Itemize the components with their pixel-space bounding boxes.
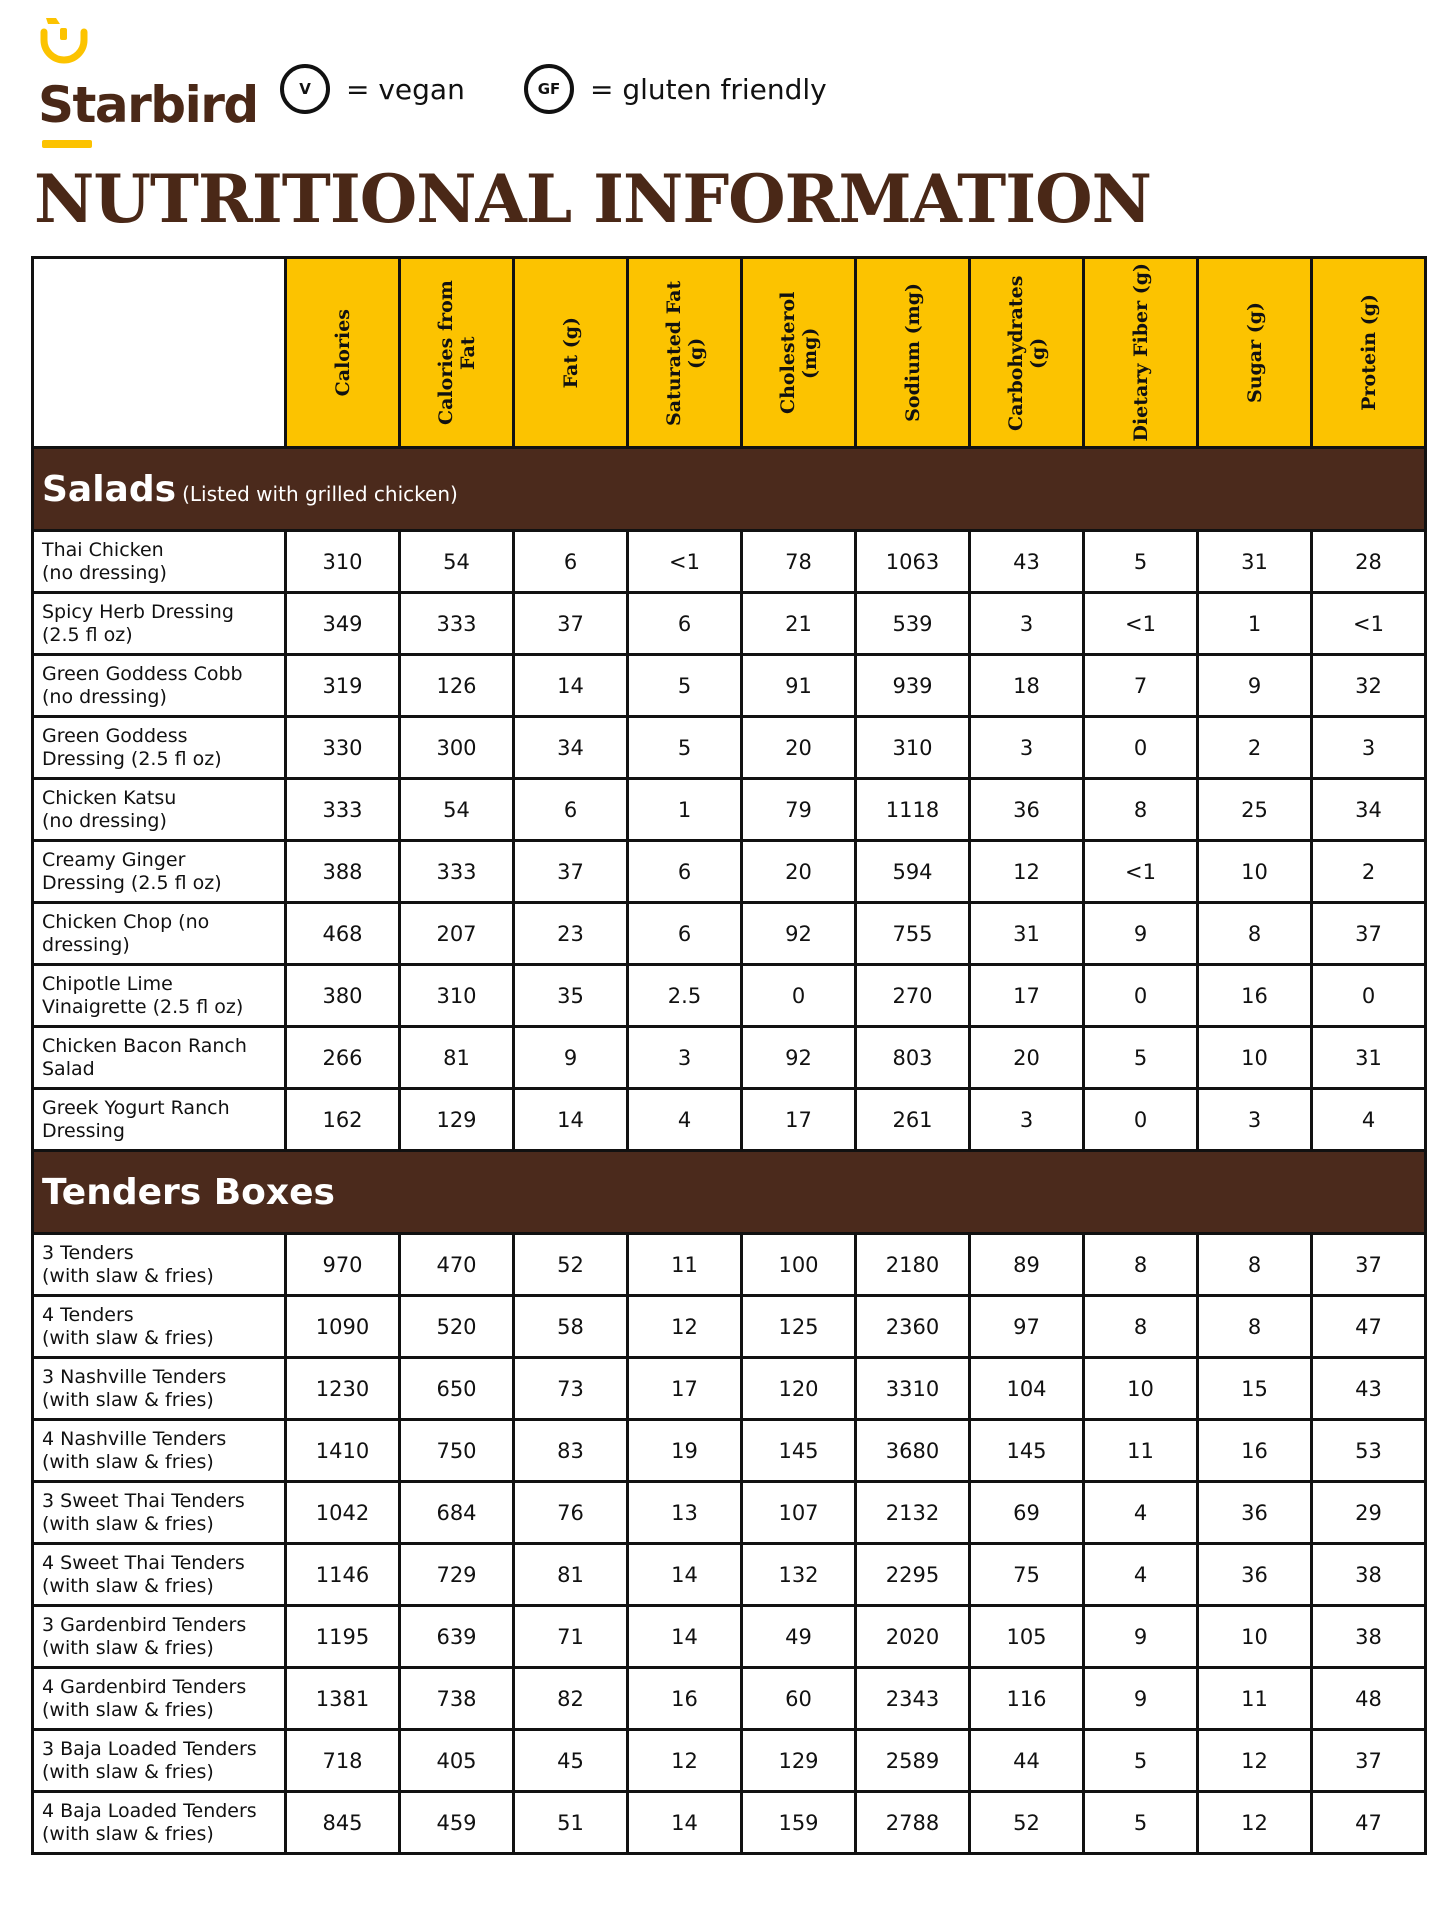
nutrient-value-cell: 54 [400, 531, 514, 593]
nutrient-value-cell: 3 [970, 1089, 1084, 1151]
nutrient-value-cell: 738 [400, 1668, 514, 1730]
menu-item-name: 4 Nashville Tenders (with slaw & fries) [33, 1420, 286, 1482]
nutrient-value-cell: 92 [742, 903, 856, 965]
nutrient-value-cell: 330 [286, 717, 400, 779]
nutrient-value-cell: 755 [856, 903, 970, 965]
menu-item-name: 3 Nashville Tenders (with slaw & fries) [33, 1358, 286, 1420]
nutrient-value-cell: 639 [400, 1606, 514, 1668]
nutrient-value-cell: 126 [400, 655, 514, 717]
nutrient-value-cell: 37 [1312, 903, 1426, 965]
nutrient-value-cell: 6 [514, 779, 628, 841]
menu-item-name: Thai Chicken (no dressing) [33, 531, 286, 593]
nutrient-value-cell: 16 [628, 1668, 742, 1730]
nutrient-value-cell: 5 [1084, 1730, 1198, 1792]
column-header [742, 258, 856, 448]
nutrient-value-cell: 10 [1084, 1358, 1198, 1420]
brand-underline [42, 140, 92, 148]
vegan-badge-icon: V [280, 64, 330, 114]
nutrient-value-cell: 1195 [286, 1606, 400, 1668]
nutrient-value-cell: 650 [400, 1358, 514, 1420]
table-row [33, 1420, 1426, 1482]
legend-vegan [280, 64, 465, 114]
column-header [400, 258, 514, 448]
nutrient-value-cell: 38 [1312, 1544, 1426, 1606]
table-row [33, 593, 1426, 655]
nutrient-value-cell: 8 [1084, 1234, 1198, 1296]
nutrient-value-cell: 15 [1198, 1358, 1312, 1420]
nutrient-value-cell: 9 [1084, 903, 1198, 965]
nutrient-value-cell: 36 [970, 779, 1084, 841]
nutrient-value-cell: 17 [742, 1089, 856, 1151]
nutrient-value-cell: 29 [1312, 1482, 1426, 1544]
nutrient-value-cell: 17 [970, 965, 1084, 1027]
nutrient-value-cell: 48 [1312, 1668, 1426, 1730]
nutrient-value-cell: 38 [1312, 1606, 1426, 1668]
menu-item-name: 4 Sweet Thai Tenders (with slaw & fries) [33, 1544, 286, 1606]
menu-item-name: Spicy Herb Dressing (2.5 fl oz) [33, 593, 286, 655]
nutrient-value-cell: 0 [1084, 965, 1198, 1027]
table-body [33, 448, 1426, 1854]
nutrient-value-cell: 6 [628, 841, 742, 903]
nutrient-value-cell: 34 [1312, 779, 1426, 841]
brand-logo [38, 14, 258, 154]
nutrient-value-cell: 58 [514, 1296, 628, 1358]
nutrient-value-cell: 2.5 [628, 965, 742, 1027]
nutrient-value-cell: 20 [742, 717, 856, 779]
nutrient-value-cell: 14 [628, 1792, 742, 1854]
nutrient-value-cell: 8 [1198, 903, 1312, 965]
nutrient-value-cell: 145 [970, 1420, 1084, 1482]
menu-item-name: Chipotle Lime Vinaigrette (2.5 fl oz) [33, 965, 286, 1027]
nutrient-value-cell: 2788 [856, 1792, 970, 1854]
column-header-label: Sugar (g) [1243, 301, 1266, 404]
nutrient-value-cell: 145 [742, 1420, 856, 1482]
nutrient-value-cell: 49 [742, 1606, 856, 1668]
nutrient-value-cell: 11 [628, 1234, 742, 1296]
nutrient-value-cell: 14 [628, 1606, 742, 1668]
menu-item-name: Chicken Katsu (no dressing) [33, 779, 286, 841]
legend-vegan-text: = vegan [346, 72, 465, 106]
nutrient-value-cell: 8 [1084, 779, 1198, 841]
nutrient-value-cell: 1 [628, 779, 742, 841]
table-row [33, 1606, 1426, 1668]
nutrient-value-cell: 12 [1198, 1730, 1312, 1792]
nutrient-value-cell: 266 [286, 1027, 400, 1089]
nutrient-value-cell: 82 [514, 1668, 628, 1730]
table-row [33, 1668, 1426, 1730]
nutrient-value-cell: 261 [856, 1089, 970, 1151]
section-header-cell [33, 1151, 1426, 1234]
nutrition-table [31, 256, 1427, 1855]
nutrient-value-cell: 729 [400, 1544, 514, 1606]
nutrient-value-cell: 100 [742, 1234, 856, 1296]
nutrient-value-cell: 3 [970, 593, 1084, 655]
nutrient-value-cell: 4 [1084, 1544, 1198, 1606]
table-row [33, 1089, 1426, 1151]
menu-item-name: 4 Baja Loaded Tenders (with slaw & fries) [33, 1792, 286, 1854]
nutrient-value-cell: 12 [628, 1730, 742, 1792]
nutrient-value-cell: 5 [1084, 531, 1198, 593]
table-row [33, 1027, 1426, 1089]
nutrient-value-cell: 53 [1312, 1420, 1426, 1482]
nutrient-value-cell: 459 [400, 1792, 514, 1854]
nutrient-value-cell: 6 [628, 593, 742, 655]
nutrient-value-cell: 10 [1198, 1027, 1312, 1089]
nutrient-value-cell: 333 [400, 593, 514, 655]
column-header [514, 258, 628, 448]
menu-item-name: Green Goddess Cobb (no dressing) [33, 655, 286, 717]
nutrient-value-cell: 105 [970, 1606, 1084, 1668]
nutrient-value-cell: 159 [742, 1792, 856, 1854]
nutrient-value-cell: 2 [1198, 717, 1312, 779]
nutrient-value-cell: 52 [514, 1234, 628, 1296]
nutrient-value-cell: <1 [1312, 593, 1426, 655]
nutrient-value-cell: 845 [286, 1792, 400, 1854]
nutrient-value-cell: 34 [514, 717, 628, 779]
table-row [33, 965, 1426, 1027]
nutrient-value-cell: 11 [1084, 1420, 1198, 1482]
nutrient-value-cell: 23 [514, 903, 628, 965]
nutrient-value-cell: 4 [1312, 1089, 1426, 1151]
nutrient-value-cell: 4 [628, 1089, 742, 1151]
nutrient-value-cell: 718 [286, 1730, 400, 1792]
nutrient-value-cell: 37 [1312, 1234, 1426, 1296]
column-header-label: Dietary Fiber (g) [1129, 263, 1152, 442]
nutrient-value-cell: 44 [970, 1730, 1084, 1792]
column-header [970, 258, 1084, 448]
nutrient-value-cell: 11 [1198, 1668, 1312, 1730]
nutrient-value-cell: 2020 [856, 1606, 970, 1668]
nutrient-value-cell: 9 [1084, 1668, 1198, 1730]
nutrient-value-cell: 10 [1198, 1606, 1312, 1668]
legend-gluten-friendly-text: = gluten friendly [590, 72, 827, 106]
nutrient-value-cell: 31 [1198, 531, 1312, 593]
nutrient-value-cell: 132 [742, 1544, 856, 1606]
nutrient-value-cell: 21 [742, 593, 856, 655]
nutrient-value-cell: 14 [628, 1544, 742, 1606]
nutrient-value-cell: 20 [742, 841, 856, 903]
nutrient-value-cell: 81 [514, 1544, 628, 1606]
nutrient-value-cell: 69 [970, 1482, 1084, 1544]
nutrient-value-cell: 684 [400, 1482, 514, 1544]
column-header-label: Calories [331, 308, 354, 397]
nutrient-value-cell: 3310 [856, 1358, 970, 1420]
brand-name: Starbird [38, 76, 258, 134]
nutrient-value-cell: 470 [400, 1234, 514, 1296]
nutrient-value-cell: 6 [514, 531, 628, 593]
menu-item-name: Greek Yogurt Ranch Dressing [33, 1089, 286, 1151]
nutrient-value-cell: 2360 [856, 1296, 970, 1358]
nutrient-value-cell: 0 [1312, 965, 1426, 1027]
nutrient-value-cell: 1063 [856, 531, 970, 593]
nutrient-value-cell: 14 [514, 1089, 628, 1151]
nutrient-value-cell: 1410 [286, 1420, 400, 1482]
column-header-label: Fat (g) [559, 316, 582, 389]
table-row [33, 1482, 1426, 1544]
nutrient-value-cell: 12 [628, 1296, 742, 1358]
nutrient-value-cell: 20 [970, 1027, 1084, 1089]
nutrient-value-cell: 120 [742, 1358, 856, 1420]
table-row [33, 531, 1426, 593]
nutrient-value-cell: 104 [970, 1358, 1084, 1420]
menu-item-name: 3 Tenders (with slaw & fries) [33, 1234, 286, 1296]
nutrient-value-cell: 3680 [856, 1420, 970, 1482]
nutrient-value-cell: 468 [286, 903, 400, 965]
nutrient-value-cell: 310 [400, 965, 514, 1027]
nutrient-value-cell: 92 [742, 1027, 856, 1089]
nutrient-value-cell: 6 [628, 903, 742, 965]
nutrient-value-cell: 36 [1198, 1544, 1312, 1606]
nutrient-value-cell: 37 [1312, 1730, 1426, 1792]
nutrient-value-cell: 1090 [286, 1296, 400, 1358]
table-row [33, 655, 1426, 717]
menu-item-name: 4 Gardenbird Tenders (with slaw & fries) [33, 1668, 286, 1730]
nutrient-value-cell: 3 [1198, 1089, 1312, 1151]
nutrient-value-cell: 8 [1198, 1234, 1312, 1296]
table-row [33, 1544, 1426, 1606]
section-header-row [33, 1151, 1426, 1234]
nutrient-value-cell: 19 [628, 1420, 742, 1482]
table-row [33, 779, 1426, 841]
nutrient-value-cell: 79 [742, 779, 856, 841]
column-header-label: Calories from Fat [434, 280, 479, 425]
page-title: NUTRITIONAL INFORMATION [34, 160, 1151, 238]
column-header [1198, 258, 1312, 448]
nutrient-value-cell: 270 [856, 965, 970, 1027]
nutrient-value-cell: 9 [514, 1027, 628, 1089]
nutrient-value-cell: 5 [1084, 1792, 1198, 1854]
nutrient-value-cell: 5 [1084, 1027, 1198, 1089]
nutrient-value-cell: 0 [1084, 717, 1198, 779]
nutrient-value-cell: 1118 [856, 779, 970, 841]
nutrient-value-cell: 76 [514, 1482, 628, 1544]
nutrient-value-cell: 54 [400, 779, 514, 841]
nutrient-value-cell: 16 [1198, 1420, 1312, 1482]
menu-item-name: Green Goddess Dressing (2.5 fl oz) [33, 717, 286, 779]
section-header-row [33, 448, 1426, 531]
nutrient-value-cell: 52 [970, 1792, 1084, 1854]
nutrient-value-cell: 162 [286, 1089, 400, 1151]
nutrient-value-cell: 71 [514, 1606, 628, 1668]
nutrient-value-cell: 16 [1198, 965, 1312, 1027]
nutrient-value-cell: 43 [1312, 1358, 1426, 1420]
nutrient-value-cell: 51 [514, 1792, 628, 1854]
nutrient-value-cell: 388 [286, 841, 400, 903]
column-header-label: Cholesterol (mg) [776, 291, 821, 414]
nutrient-value-cell: 2180 [856, 1234, 970, 1296]
table-row [33, 1234, 1426, 1296]
nutrient-value-cell: <1 [1084, 841, 1198, 903]
nutrient-value-cell: 37 [514, 841, 628, 903]
nutrient-value-cell: 12 [970, 841, 1084, 903]
column-header [1084, 258, 1198, 448]
nutrient-value-cell: 129 [400, 1089, 514, 1151]
column-header [286, 258, 400, 448]
nutrient-value-cell: 60 [742, 1668, 856, 1730]
nutrient-value-cell: 45 [514, 1730, 628, 1792]
column-header [1312, 258, 1426, 448]
table-row [33, 841, 1426, 903]
nutrient-value-cell: 380 [286, 965, 400, 1027]
gluten-friendly-badge-icon: GF [524, 64, 574, 114]
nutrient-value-cell: 1146 [286, 1544, 400, 1606]
nutrient-value-cell: 594 [856, 841, 970, 903]
nutrient-value-cell: 83 [514, 1420, 628, 1482]
nutrient-value-cell: 300 [400, 717, 514, 779]
nutrient-value-cell: 75 [970, 1544, 1084, 1606]
nutrient-value-cell: 116 [970, 1668, 1084, 1730]
column-header [628, 258, 742, 448]
nutrient-value-cell: 81 [400, 1027, 514, 1089]
nutrient-value-cell: 520 [400, 1296, 514, 1358]
nutrient-value-cell: <1 [628, 531, 742, 593]
nutrient-value-cell: 5 [628, 655, 742, 717]
starbird-face-icon [38, 14, 98, 74]
nutrient-value-cell: 36 [1198, 1482, 1312, 1544]
nutrient-value-cell: 14 [514, 655, 628, 717]
table-header-row [33, 258, 1426, 448]
section-subtitle: (Listed with grilled chicken) [182, 481, 458, 506]
nutrient-value-cell: 2343 [856, 1668, 970, 1730]
nutrient-value-cell: 2295 [856, 1544, 970, 1606]
menu-item-name: Chicken Bacon Ranch Salad [33, 1027, 286, 1089]
menu-item-name: Chicken Chop (no dressing) [33, 903, 286, 965]
column-header-label: Saturated Fat (g) [662, 279, 707, 426]
header-corner-cell [33, 258, 286, 448]
table-row [33, 1730, 1426, 1792]
section-title: Tenders Boxes [42, 1171, 335, 1213]
nutrient-value-cell: 1381 [286, 1668, 400, 1730]
nutrient-value-cell: 35 [514, 965, 628, 1027]
nutrient-value-cell: 31 [1312, 1027, 1426, 1089]
nutrient-value-cell: 1230 [286, 1358, 400, 1420]
column-header-label: Carbohydrates (g) [1004, 274, 1049, 431]
nutrient-value-cell: 5 [628, 717, 742, 779]
nutrient-value-cell: 47 [1312, 1792, 1426, 1854]
nutrient-value-cell: 125 [742, 1296, 856, 1358]
menu-item-name: 3 Gardenbird Tenders (with slaw & fries) [33, 1606, 286, 1668]
column-header-label: Protein (g) [1357, 294, 1380, 411]
column-header [856, 258, 970, 448]
nutrient-value-cell: 1 [1198, 593, 1312, 655]
nutrient-value-cell: 750 [400, 1420, 514, 1482]
nutrient-value-cell: 37 [514, 593, 628, 655]
nutrient-value-cell: 73 [514, 1358, 628, 1420]
nutrient-value-cell: 405 [400, 1730, 514, 1792]
nutrient-value-cell: 31 [970, 903, 1084, 965]
nutrient-value-cell: 333 [286, 779, 400, 841]
nutrient-value-cell: 9 [1084, 1606, 1198, 1668]
nutrient-value-cell: 4 [1084, 1482, 1198, 1544]
section-header-cell [33, 448, 1426, 531]
nutrient-value-cell: 10 [1198, 841, 1312, 903]
nutrient-value-cell: 8 [1198, 1296, 1312, 1358]
nutrient-value-cell: 17 [628, 1358, 742, 1420]
nutrient-value-cell: 539 [856, 593, 970, 655]
nutrient-value-cell: 2 [1312, 841, 1426, 903]
nutrient-value-cell: 43 [970, 531, 1084, 593]
table-row [33, 1792, 1426, 1854]
table-row [33, 1296, 1426, 1358]
menu-item-name: 3 Sweet Thai Tenders (with slaw & fries) [33, 1482, 286, 1544]
nutrient-value-cell: 129 [742, 1730, 856, 1792]
nutrient-value-cell: 310 [856, 717, 970, 779]
nutrient-value-cell: 7 [1084, 655, 1198, 717]
nutrient-value-cell: 349 [286, 593, 400, 655]
nutrient-value-cell: 18 [970, 655, 1084, 717]
nutrient-value-cell: 3 [970, 717, 1084, 779]
nutrient-value-cell: 107 [742, 1482, 856, 1544]
legend-gluten-friendly [524, 64, 827, 114]
nutrient-value-cell: 333 [400, 841, 514, 903]
section-title: Salads [42, 468, 177, 510]
table-row [33, 1358, 1426, 1420]
nutrient-value-cell: 3 [1312, 717, 1426, 779]
menu-item-name: 3 Baja Loaded Tenders (with slaw & fries) [33, 1730, 286, 1792]
nutrient-value-cell: 803 [856, 1027, 970, 1089]
nutrient-value-cell: 310 [286, 531, 400, 593]
nutrient-value-cell: 12 [1198, 1792, 1312, 1854]
nutrient-value-cell: 28 [1312, 531, 1426, 593]
nutrient-value-cell: 32 [1312, 655, 1426, 717]
nutrient-value-cell: 47 [1312, 1296, 1426, 1358]
nutrient-value-cell: 78 [742, 531, 856, 593]
nutrient-value-cell: <1 [1084, 593, 1198, 655]
nutrient-value-cell: 8 [1084, 1296, 1198, 1358]
column-header-label: Sodium (mg) [901, 283, 924, 422]
nutrient-value-cell: 1042 [286, 1482, 400, 1544]
menu-item-name: 4 Tenders (with slaw & fries) [33, 1296, 286, 1358]
menu-item-name: Creamy Ginger Dressing (2.5 fl oz) [33, 841, 286, 903]
nutrient-value-cell: 939 [856, 655, 970, 717]
nutrient-value-cell: 91 [742, 655, 856, 717]
nutrient-value-cell: 13 [628, 1482, 742, 1544]
table-row [33, 717, 1426, 779]
nutrient-value-cell: 97 [970, 1296, 1084, 1358]
nutrient-value-cell: 0 [742, 965, 856, 1027]
nutrient-value-cell: 2132 [856, 1482, 970, 1544]
nutrient-value-cell: 9 [1198, 655, 1312, 717]
nutrient-value-cell: 0 [1084, 1089, 1198, 1151]
nutrient-value-cell: 207 [400, 903, 514, 965]
table-row [33, 903, 1426, 965]
nutrient-value-cell: 25 [1198, 779, 1312, 841]
nutrient-value-cell: 3 [628, 1027, 742, 1089]
nutrient-value-cell: 970 [286, 1234, 400, 1296]
nutrient-value-cell: 319 [286, 655, 400, 717]
nutrient-value-cell: 2589 [856, 1730, 970, 1792]
nutrient-value-cell: 89 [970, 1234, 1084, 1296]
